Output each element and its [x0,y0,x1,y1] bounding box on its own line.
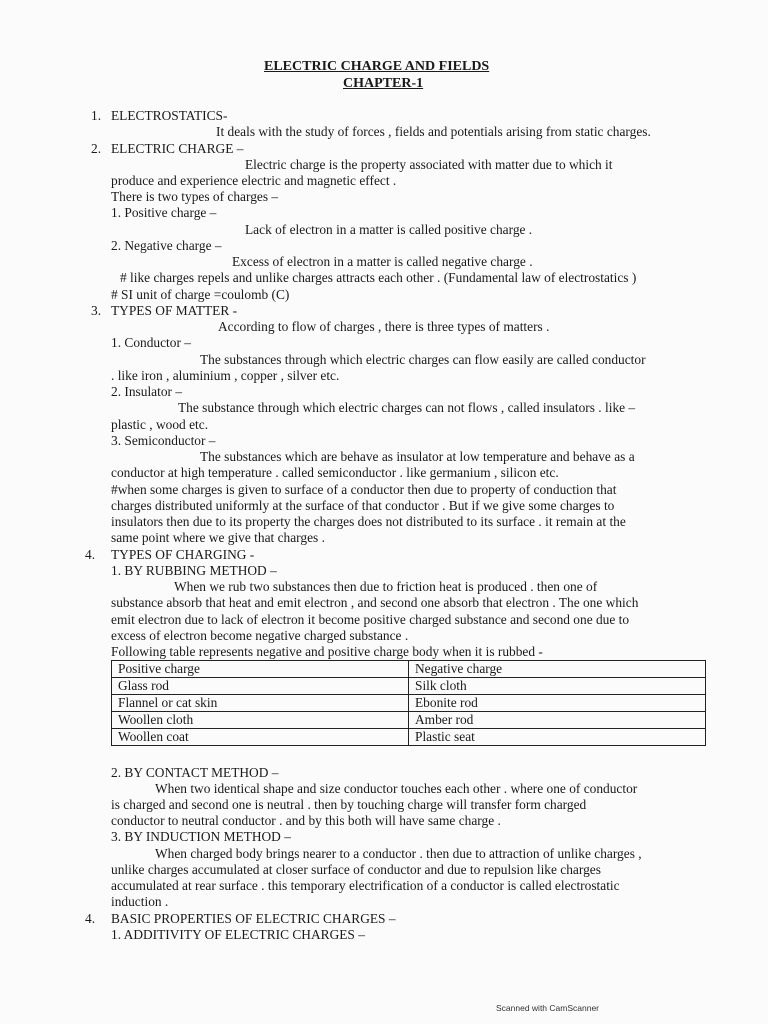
paragraph-line: excess of electron become negative charged substance . [111,628,409,643]
paragraph-line: accumulated at rear surface . this temporary electrification of a conductor is called electrostatic [111,878,620,893]
section-heading: ELECTROSTATICS- [111,108,228,123]
sub-heading: 3. Semiconductor – [111,433,216,448]
paragraph-line: . like iron , aluminium , copper , silver etc. [111,368,340,383]
table-cell: Ebonite rod [409,695,706,712]
sub-heading: 2. BY CONTACT METHOD – [111,765,279,780]
sub-heading: 3. BY INDUCTION METHOD – [111,829,291,844]
paragraph-line: According to flow of charges , there is three types of matters . [218,319,550,334]
list-number: 1. [91,108,102,123]
chapter-heading: CHAPTER-1 [343,76,424,91]
list-number: 4. [85,547,96,562]
sub-heading: 1. BY RUBBING METHOD – [111,563,277,578]
sub-heading: 1. Positive charge – [111,205,217,220]
paragraph-line: Lack of electron in a matter is called positive charge . [245,222,533,237]
paragraph-line: When we rub two substances then due to friction heat is produced . then one of [174,579,598,594]
paragraph-line: The substances which are behave as insulator at low temperature and behave as a [200,449,635,464]
paragraph-line: charges distributed uniformly at the surface of that conductor . But if we give some charges to [111,498,615,513]
list-number: 3. [91,303,102,318]
list-number: 4. [85,911,96,926]
charge-table [111,660,706,746]
paragraph-line: When charged body brings nearer to a conductor . then due to attraction of unlike charges , [155,846,642,861]
paragraph-line: Excess of electron in a matter is called negative charge . [232,254,533,269]
section-heading: ELECTRIC CHARGE – [111,141,244,156]
sub-heading: 2. Negative charge – [111,238,222,253]
sub-heading: 1. ADDITIVITY OF ELECTRIC CHARGES – [111,927,365,942]
table-header-cell: Negative charge [409,661,706,678]
paragraph-line: conductor to neutral conductor . and by this both will have same charge . [111,813,501,828]
paragraph-line: There is two types of charges – [111,189,279,204]
paragraph-line: plastic , wood etc. [111,417,209,432]
paragraph-line: It deals with the study of forces , fields and potentials arising from static charges. [216,124,651,139]
paragraph-line: conductor at high temperature . called semiconductor . like germanium , silicon etc. [111,465,559,480]
sub-heading: 2. Insulator – [111,384,183,399]
table-cell: Woollen coat [112,729,409,746]
paragraph-line: same point where we give that charges . [111,530,325,545]
section-heading: TYPES OF MATTER - [111,303,238,318]
table-header-row [112,661,706,678]
paragraph-line: # like charges repels and unlike charges attracts each other . (Fundamental law of electrostatics ) [120,270,637,285]
table-cell: Woollen cloth [112,712,409,729]
paragraph-line: #when some charges is given to surface of a conductor then due to property of conduction that [111,482,617,497]
paragraph-line: Following table represents negative and positive charge body when it is rubbed - [111,644,543,659]
section-heading: BASIC PROPERTIES OF ELECTRIC CHARGES – [111,911,396,926]
paragraph-line: produce and experience electric and magnetic effect . [111,173,397,188]
paragraph-line: # SI unit of charge =coulomb (C) [111,287,290,302]
table-cell: Amber rod [409,712,706,729]
scanner-watermark: Scanned with CamScanner [496,1003,600,1013]
table-cell: Glass rod [112,678,409,695]
sub-heading: 1. Conductor – [111,335,191,350]
paragraph-line: unlike charges accumulated at closer surface of conductor and due to repulsion like charges [111,862,601,877]
table-row [112,712,706,729]
table-row [112,729,706,746]
section-heading: TYPES OF CHARGING - [111,547,255,562]
paragraph-line: substance absorb that heat and emit electron , and second one absorb that electron . The one which [111,595,639,610]
document-title: ELECTRIC CHARGE AND FIELDS [264,59,490,74]
table-header-cell: Positive charge [112,661,409,678]
paragraph-line: is charged and second one is neutral . then by touching charge will transfer form charged [111,797,587,812]
paragraph-line: Electric charge is the property associated with matter due to which it [245,157,613,172]
table-row [112,678,706,695]
paragraph-line: The substances through which electric charges can flow easily are called conductor [200,352,646,367]
paragraph-line: insulators then due to its property the charges does not distributed to its surface . it remain at the [111,514,626,529]
paragraph-line: When two identical shape and size conductor touches each other . where one of conductor [155,781,638,796]
table-cell: Silk cloth [409,678,706,695]
paragraph-line: induction . [111,894,169,909]
table-row [112,695,706,712]
list-number: 2. [91,141,102,156]
table-cell: Plastic seat [409,729,706,746]
paragraph-line: The substance through which electric charges can not flows , called insulators . like – [178,400,636,415]
table-cell: Flannel or cat skin [112,695,409,712]
paragraph-line: emit electron due to lack of electron it become positive charged substance and second one due to [111,612,630,627]
